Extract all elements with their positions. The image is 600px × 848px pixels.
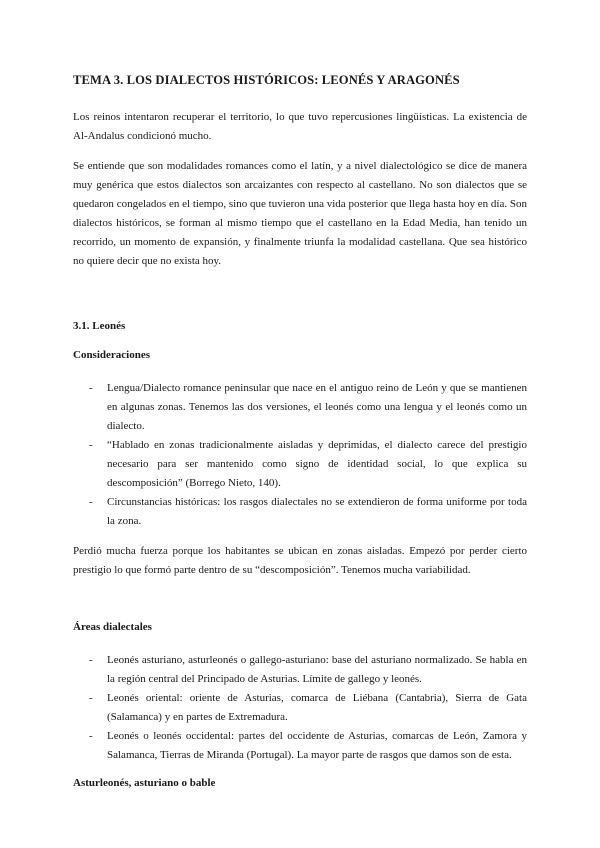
consideraciones-paragraph: Perdió mucha fuerza porque los habitantes se ubican en zonas aisladas. Empezó por perder cierto prestigio lo que formó parte dentro de su “descomposición”. Tenemos mucha variabilidad. xyxy=(73,545,527,576)
list-item: - Lengua/Dialecto romance peninsular que nace en el antiguo reino de León y que se mantienen en algunas zonas. Tenemos las dos versiones, el leonés como una lengua y el leonés como un dialecto. xyxy=(73,379,527,436)
list-item: - Leonés o leonés occidental: partes del occidente de Asturias, comarcas de León, Zamora y Salamanca, Tierras de Miranda (Portugal). La mayor parte de rasgos que damos son de esta. xyxy=(73,727,527,765)
consideraciones-list xyxy=(73,379,527,531)
list-item: - Leonés asturiano, asturleonés o gallego-asturiano: base del asturiano normalizado. Se habla en la región central del Principado de Asturias. Límite de gallego y leonés. xyxy=(73,651,527,689)
document-title: TEMA 3. LOS DIALECTOS HISTÓRICOS: LEONÉS Y ARAGONÉS xyxy=(73,73,460,87)
subheading-asturleones: Asturleonés, asturiano o bable xyxy=(73,777,216,789)
subheading-consideraciones: Consideraciones xyxy=(73,349,150,361)
intro-paragraph-2: Se entiende que son modalidades romances como el latín, y a nivel dialectológico se dice de manera muy genérica que estos dialectos son arcaizantes con respecto al castellano. No son dialectos que se quedaron congelados en el tiempo, sino que tuvieron una vida posterior que llega hasta hoy en día. Son dialectos históricos, se forman al mismo tiempo que el castellano en la Edad Media, han tenido un recorrido, un momento de expansión, y finalmente triunfa la modalidad castellana. Que sea histórico no quiere decir que no exista hoy. xyxy=(73,160,527,267)
intro-paragraph-1: Los reinos intentaron recuperar el territorio, lo que tuvo repercusiones lingüísticas. La existencia de Al-Andalus condicionó mucho. xyxy=(73,111,527,142)
list-item: - Circunstancias históricas: los rasgos dialectales no se extendieron de forma uniforme por toda la zona. xyxy=(73,493,527,531)
list-item: - Leonés oriental: oriente de Asturias, comarca de Liébana (Cantabria), Sierra de Gata (Salamanca) y en partes de Extremadura. xyxy=(73,689,527,727)
section-heading-leones: 3.1. Leonés xyxy=(73,320,126,332)
list-item: - “Hablado en zonas tradicionalmente aisladas y deprimidas, el dialecto carece del prestigio necesario para ser mantenido como signo de identidad social, lo que explica su descomposición” (Borrego Nieto, 140). xyxy=(73,436,527,493)
subheading-areas-dialectales: Áreas dialectales xyxy=(73,621,152,633)
areas-list xyxy=(73,651,527,765)
